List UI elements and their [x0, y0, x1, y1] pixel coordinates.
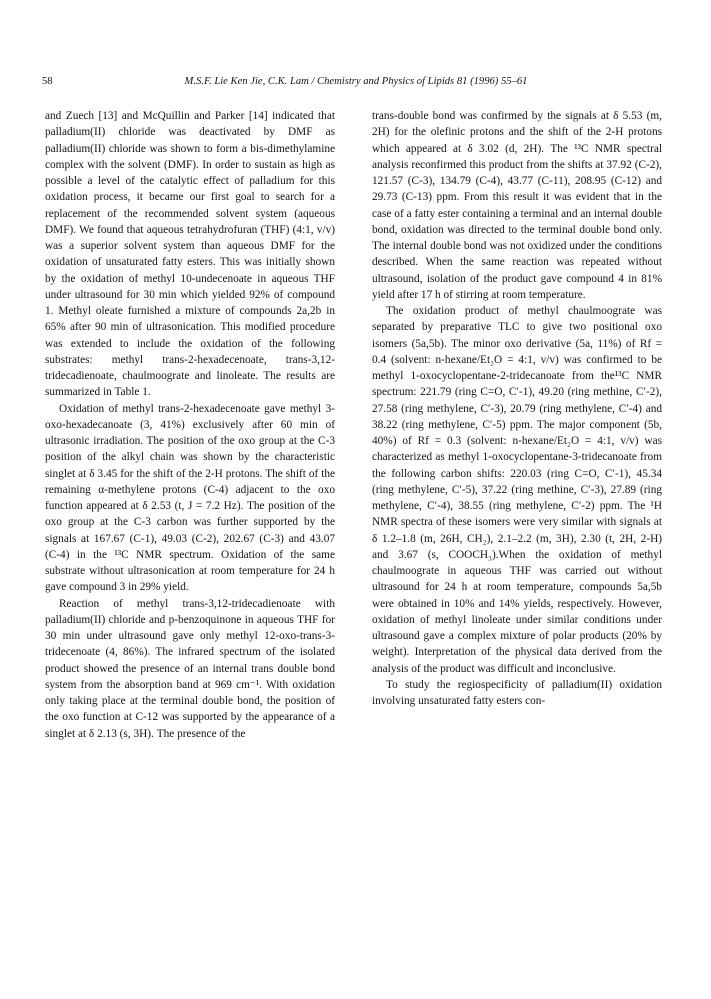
left-column [45, 108, 335, 742]
paragraph: trans-double bond was confirmed by the signals at δ 5.53 (m, 2H) for the olefinic protons and the shift of the 2-H protons which appeared at δ 3.02 (d, 2H). The ¹³C NMR spectral analysis reconfirmed this product from the shifts at 37.92 (C-2), 121.57 (C-3), 134.79 (C-4), 43.77 (C-11), 208.95 (C-12) and 29.73 (C-13) ppm. From this result it was evident that in the case of a fatty ester containing a terminal and an internal double bond, oxidation was directed to the terminal double bond only. The internal double bond was not oxidized under the conditions described. When the same reaction was repeated without ultrasound, isolation of the product gave compound 4 in 81% yield after 17 h of stirring at room temperature. [372, 110, 662, 301]
right-column [372, 108, 662, 709]
paragraph: and Zuech [13] and McQuillin and Parker [14] indicated that palladium(II) chloride was deactivated by DMF as palladium(II) chloride was shown to form a bis-dimethylamine complex with the solvent (DMF). In order to sustain as high as possible a level of the catalytic effect of palladium for this oxidation process, it became our first goal to search for a replacement of the recommended solvent system (aqueous DMF). We found that aqueous tetrahydrofuran (THF) (4:1, v/v) was a superior solvent system than aqueous DMF for the oxidation of unsaturated fatty esters. This was initially shown by the oxidation of methyl 10-undecenoate in aqueous THF under ultrasound for 30 min which yielded 92% of compound 1. Methyl oleate furnished a mixture of compounds 2a,2b in 65% after 90 min of ultrasonication. This modified procedure was extended to include the oxidation of the following substrates: methyl trans-2-hexadecenoate, trans-3,12-tridecadienoate, chaulmoograte and linoleate. The results are summarized in Table 1. [45, 110, 335, 399]
running-head: M.S.F. Lie Ken Jie, C.K. Lam / Chemistry and Physics of Lipids 81 (1996) 55–61 [184, 76, 528, 87]
paragraph: Oxidation of methyl trans-2-hexadecenoate gave methyl 3-oxo-hexadecanoate (3, 41%) exclusively after 60 min of ultrasonic irradiation. The position of the oxo group at the C-3 position of the alkyl chain was shown by the characteristic singlet at δ 3.45 for the shift of the 2-H protons. The shift of the remaining α-methylene protons (C-4) adjacent to the oxo function appeared at δ 2.53 (t, J = 7.2 Hz). The position of the oxo group at the C-3 carbon was further supported by the signals at 167.67 (C-1), 49.03 (C-2), 202.67 (C-3) and 43.07 (C-4) in the ¹³C NMR spectrum. Oxidation of the same substrate without ultrasonication at room temperature for 24 h gave compound 3 in 29% yield. [45, 402, 335, 594]
paragraph: To study the regiospecificity of palladium(II) oxidation involving unsaturated fatty esters con- [372, 678, 662, 707]
paragraph: The oxidation product of methyl chaulmoograte was separated by preparative TLC to give two positional oxo isomers (5a,5b). The minor oxo derivative (5a, 11%) of Rf = 0.4 (solvent: n-hexane/Et₂O = 4:1, v/v) was confirmed to be methyl 1-oxocyclopentane-2-tridecanoate from the¹³C NMR spectrum: 221.79 (ring C=O, C′-1), 49.20 (ring methine, C′-2), 27.58 (ring methylene, C′-3), 20.79 (ring methylene, C′-4) and 38.22 (ring methylene, C′-5) ppm. The major component (5b, 40%) of Rf = 0.3 (solvent: n-hexane/Et₂O = 4:1, v/v) was characterized as methyl 1-oxocyclopentane-3-tridecanoate from the following carbon shifts: 220.03 (ring C=O, C′-1), 45.34 (ring methylene, C′-5), 37.22 (ring methine, C′-3), 27.89 (ring methylene, C′-4), 38.55 (ring methylene, C′-2) ppm. The ¹H NMR spectra of these isomers were very similar with signals at δ 1.2–1.8 (m, 26H, CH₂), 2.1–2.2 (m, 3H), 2.30 (t, 2H, 2-H) and 3.67 (s, COOCH₃).When the oxidation of methyl chaulmoograte in aqueous THF was carried out without ultrasound for 24 h at room temperature, compounds 5a,5b were obtained in 10% and 14% yields, respectively. However, oxidation of methyl linoleate under similar conditions under ultrasound gave a complex mixture of polar products (20% by weight). Interpretation of the physical data derived from the analysis of the product was difficult and inconclusive. [372, 305, 662, 675]
page-header [42, 76, 670, 92]
paragraph: Reaction of methyl trans-3,12-tridecadienoate with palladium(II) chloride and p-benzoquinone in aqueous THF for 30 min under ultrasound gave only methyl 12-oxo-trans-3-tridecenoate (4, 86%). The infrared spectrum of the isolated product showed the presence of an internal trans double bond system from the absorption band at 969 cm⁻¹. With oxidation only taking place at the terminal double bond, the position of the oxo function at C-12 was supported by the appearance of a singlet at δ 2.13 (s, 3H). The presence of the [45, 597, 335, 740]
page-number: 58 [42, 76, 53, 87]
